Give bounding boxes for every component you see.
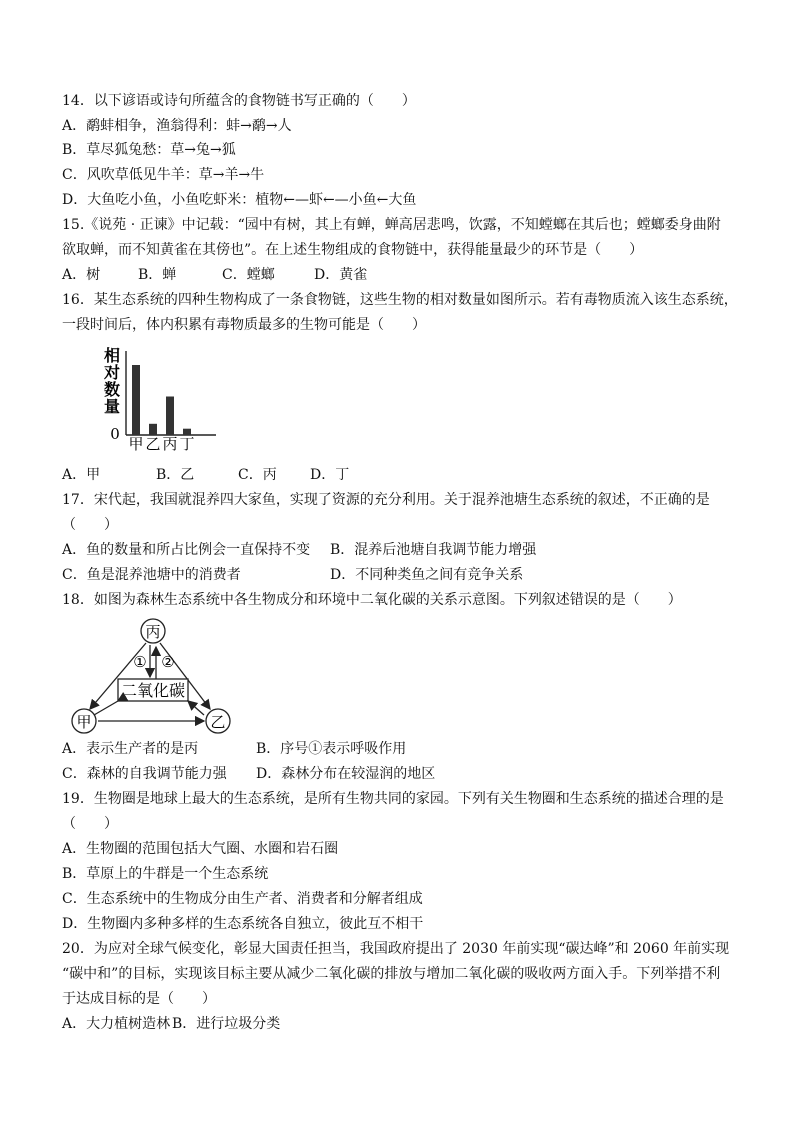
question-16-stem-line2: 一段时间后，体内积累有毒物质最多的生物可能是（ ） (62, 317, 426, 333)
y-label-char-3: 量 (103, 397, 121, 416)
arrow-jia-to-co2 (94, 701, 118, 715)
question-19-option-d: D．生物圈内多种多样的生态系统各自独立，彼此互不相干 (62, 916, 424, 932)
chart-x-labels (128, 435, 194, 453)
question-19-stem-line1: 19．生物圈是地球上最大的生态系统，是所有生物共同的家园。下列有关生物圈和生态系统的描述合理的是 (62, 791, 724, 807)
question-14-option-b: B．草尽狐兔愁：草→兔→狐 (62, 142, 236, 158)
chart-y-axis-label (103, 346, 120, 416)
question-20-options (62, 1014, 280, 1034)
question-18-options-row2 (62, 764, 435, 784)
question-17-stem-line1: 17．宋代起，我国就混养四大家鱼，实现了资源的充分利用。关于混养池塘生态系统的叙述，不正确的是 (62, 492, 710, 508)
node-bing-label: 丙 (145, 623, 161, 641)
question-14-option-a: A．鹬蚌相争，渔翁得利：蚌→鹬→人 (62, 118, 292, 134)
chart-y-tick-zero: 0 (110, 425, 120, 443)
question-17-options-row2 (62, 565, 523, 585)
node-yi-label: 乙 (210, 713, 226, 731)
question-16-option-d: D．丁 (310, 467, 350, 483)
x-tick-label-2: 丙 (162, 435, 178, 453)
y-label-char-0: 相 (103, 346, 121, 365)
question-19-stem-line2: （ ） (62, 816, 118, 832)
question-19-option-b: B．草原上的牛群是一个生态系统 (62, 866, 269, 882)
question-20-option-b: B．进行垃圾分类 (172, 1016, 281, 1032)
question-18-option-d: D．森林分布在较湿润的地区 (256, 766, 436, 782)
carbon-dioxide-label: 二氧化碳 (120, 681, 186, 700)
question-17-option-b: B．混养后池塘自我调节能力增强 (330, 542, 537, 558)
question-20-stem-line1: 20．为应对全球气候变化，彰显大国责任担当，我国政府提出了 2030 年前实现“碳达峰”和 2060 年前实现 (62, 941, 730, 957)
bar-0 (132, 365, 140, 435)
relative-quantity-bar-chart (98, 343, 222, 455)
question-14-option-c: C．风吹草低见牛羊：草→羊→牛 (62, 167, 265, 183)
question-18-option-c: C．森林的自我调节能力强 (62, 766, 227, 782)
carbon-relationship-diagram (64, 617, 242, 737)
y-label-char-2: 数 (103, 380, 121, 399)
question-15-stem-line2: 欲取蝉，而不知黄雀在其傍也”。在上述生物组成的食物链中，获得能量最少的环节是（ ） (62, 242, 644, 258)
question-17-options-row1 (62, 540, 536, 560)
question-17-option-d: D．不同种类鱼之间有竞争关系 (330, 567, 524, 583)
question-18-option-a: A．表示生产者的是丙 (62, 741, 199, 757)
process-mark-2: ② (161, 653, 175, 671)
question-16-option-c: C．丙 (238, 467, 277, 483)
question-14-stem: 14．以下谚语或诗句所蕴含的食物链书写正确的（ ） (62, 93, 416, 109)
y-label-char-1: 对 (103, 363, 121, 382)
question-17-option-c: C．鱼是混养池塘中的消费者 (62, 567, 241, 583)
process-mark-1: ① (133, 653, 147, 671)
x-tick-label-3: 丁 (179, 435, 195, 453)
question-15-option-c: C．螳螂 (222, 267, 275, 283)
question-16-options (62, 465, 349, 485)
question-19-option-c: C．生态系统中的生物成分由生产者、消费者和分解者组成 (62, 891, 423, 907)
question-14-option-d: D．大鱼吃小鱼，小鱼吃虾米：植物←—虾←—小鱼←大鱼 (62, 192, 417, 208)
question-15-option-a: A．树 (62, 267, 101, 283)
node-jia-label: 甲 (76, 713, 92, 731)
bar-1 (149, 424, 157, 435)
question-17-option-a: A．鱼的数量和所占比例会一直保持不变 (62, 542, 311, 558)
question-16-option-a: A．甲 (62, 467, 101, 483)
question-19-option-a: A．生物圈的范围包括大气圈、水圈和岩石圈 (62, 841, 339, 857)
x-tick-label-0: 甲 (128, 435, 144, 453)
question-15-option-b: B．蝉 (138, 267, 177, 283)
x-tick-label-1: 乙 (145, 435, 161, 453)
question-17-stem-line2: （ ） (62, 517, 118, 533)
question-15-options (62, 265, 367, 285)
arrow-yi-to-co2 (188, 701, 204, 715)
question-16-stem-line1: 16．某生态系统的四种生物构成了一条食物链，这些生物的相对数量如图所示。若有毒物质流入该生态系统， (62, 292, 738, 308)
bar-2 (166, 397, 174, 436)
question-20-stem-line2: “碳中和”的目标，实现该目标主要从减少二氧化碳的排放与增加二氧化碳的吸收两方面入手。下列举措不利 (62, 966, 721, 982)
question-16-option-b: B．乙 (156, 467, 195, 483)
question-20-option-a: A．大力植树造林 (62, 1016, 171, 1032)
question-20-stem-line3: 于达成目标的是（ ） (62, 991, 216, 1007)
chart-bars (132, 365, 191, 435)
question-18-stem: 18．如图为森林生态系统中各生物成分和环境中二氧化碳的关系示意图。下列叙述错误的是（ ） (62, 592, 682, 608)
question-18-options-row1 (62, 739, 406, 759)
question-18-option-b: B．序号①表示呼吸作用 (256, 741, 407, 757)
question-15-option-d: D．黄雀 (314, 267, 368, 283)
question-15-stem-line1: 15.《说苑 · 正谏》中记载：“园中有树，其上有蝉，蝉高居悲鸣，饮露，不知螳螂在其后也；螳螂委身曲附 (62, 217, 721, 233)
